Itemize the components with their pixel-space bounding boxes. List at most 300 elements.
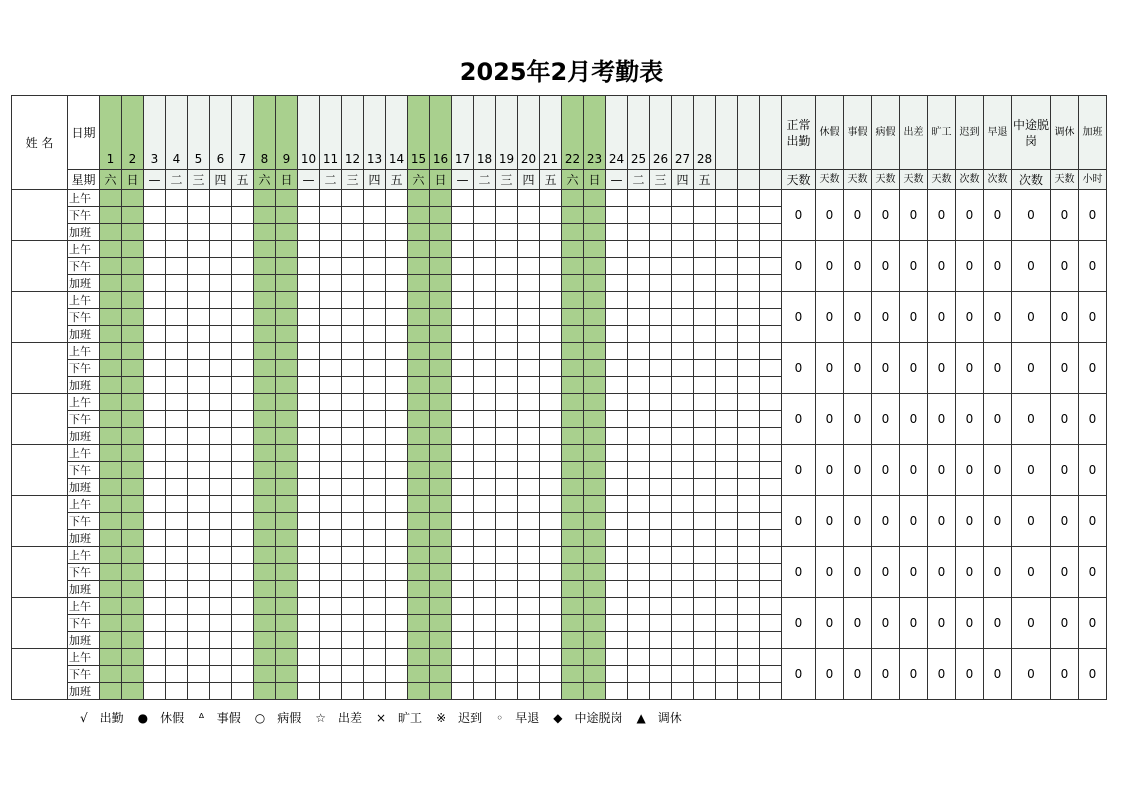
attendance-cell[interactable] [650,649,672,666]
attendance-cell[interactable] [188,309,210,326]
attendance-cell[interactable] [100,632,122,649]
attendance-cell[interactable] [474,241,496,258]
attendance-cell[interactable] [166,394,188,411]
attendance-cell[interactable] [100,207,122,224]
attendance-cell[interactable] [408,547,430,564]
attendance-cell[interactable] [430,581,452,598]
attendance-cell[interactable] [166,360,188,377]
attendance-cell[interactable] [342,462,364,479]
attendance-cell[interactable] [210,258,232,275]
attendance-cell[interactable] [650,343,672,360]
attendance-cell[interactable] [738,428,760,445]
attendance-cell[interactable] [452,445,474,462]
attendance-cell[interactable] [738,462,760,479]
attendance-cell[interactable] [628,479,650,496]
attendance-cell[interactable] [738,190,760,207]
attendance-cell[interactable] [144,343,166,360]
attendance-cell[interactable] [562,547,584,564]
attendance-cell[interactable] [716,360,738,377]
attendance-cell[interactable] [430,207,452,224]
attendance-cell[interactable] [694,394,716,411]
attendance-cell[interactable] [122,462,144,479]
attendance-cell[interactable] [298,649,320,666]
attendance-cell[interactable] [276,513,298,530]
attendance-cell[interactable] [518,343,540,360]
attendance-cell[interactable] [144,513,166,530]
attendance-cell[interactable] [584,581,606,598]
attendance-cell[interactable] [166,207,188,224]
attendance-cell[interactable] [232,666,254,683]
attendance-cell[interactable] [144,224,166,241]
attendance-cell[interactable] [562,292,584,309]
attendance-cell[interactable] [144,411,166,428]
attendance-cell[interactable] [452,666,474,683]
attendance-cell[interactable] [408,581,430,598]
attendance-cell[interactable] [540,615,562,632]
attendance-cell[interactable] [386,564,408,581]
attendance-cell[interactable] [562,496,584,513]
attendance-cell[interactable] [452,377,474,394]
attendance-cell[interactable] [540,598,562,615]
attendance-cell[interactable] [320,496,342,513]
attendance-cell[interactable] [650,462,672,479]
attendance-cell[interactable] [562,445,584,462]
attendance-cell[interactable] [386,462,408,479]
attendance-cell[interactable] [210,666,232,683]
attendance-cell[interactable] [100,428,122,445]
attendance-cell[interactable] [628,445,650,462]
attendance-cell[interactable] [606,224,628,241]
attendance-cell[interactable] [496,411,518,428]
attendance-cell[interactable] [122,377,144,394]
attendance-cell[interactable] [540,411,562,428]
attendance-cell[interactable] [210,377,232,394]
attendance-cell[interactable] [188,258,210,275]
attendance-cell[interactable] [606,581,628,598]
attendance-cell[interactable] [496,360,518,377]
attendance-cell[interactable] [408,428,430,445]
attendance-cell[interactable] [672,377,694,394]
attendance-cell[interactable] [276,377,298,394]
attendance-cell[interactable] [254,292,276,309]
attendance-cell[interactable] [298,394,320,411]
attendance-cell[interactable] [628,241,650,258]
attendance-cell[interactable] [386,275,408,292]
attendance-cell[interactable] [716,649,738,666]
attendance-cell[interactable] [364,496,386,513]
attendance-cell[interactable] [518,496,540,513]
attendance-cell[interactable] [166,462,188,479]
attendance-cell[interactable] [122,190,144,207]
attendance-cell[interactable] [628,564,650,581]
attendance-cell[interactable] [386,513,408,530]
attendance-cell[interactable] [386,207,408,224]
attendance-cell[interactable] [166,581,188,598]
attendance-cell[interactable] [628,292,650,309]
attendance-cell[interactable] [716,547,738,564]
attendance-cell[interactable] [562,428,584,445]
attendance-cell[interactable] [540,513,562,530]
attendance-cell[interactable] [342,598,364,615]
attendance-cell[interactable] [452,224,474,241]
attendance-cell[interactable] [628,547,650,564]
attendance-cell[interactable] [562,462,584,479]
attendance-cell[interactable] [694,581,716,598]
attendance-cell[interactable] [144,360,166,377]
attendance-cell[interactable] [254,309,276,326]
attendance-cell[interactable] [738,666,760,683]
attendance-cell[interactable] [452,343,474,360]
attendance-cell[interactable] [144,394,166,411]
attendance-cell[interactable] [672,326,694,343]
attendance-cell[interactable] [628,615,650,632]
attendance-cell[interactable] [342,377,364,394]
attendance-cell[interactable] [188,649,210,666]
attendance-cell[interactable] [254,496,276,513]
attendance-cell[interactable] [474,258,496,275]
attendance-cell[interactable] [518,683,540,700]
attendance-cell[interactable] [474,666,496,683]
attendance-cell[interactable] [584,547,606,564]
attendance-cell[interactable] [386,258,408,275]
attendance-cell[interactable] [650,292,672,309]
attendance-cell[interactable] [760,377,782,394]
attendance-cell[interactable] [496,224,518,241]
attendance-cell[interactable] [100,377,122,394]
attendance-cell[interactable] [166,683,188,700]
attendance-cell[interactable] [672,479,694,496]
attendance-cell[interactable] [760,275,782,292]
attendance-cell[interactable] [408,190,430,207]
attendance-cell[interactable] [606,292,628,309]
attendance-cell[interactable] [474,632,496,649]
attendance-cell[interactable] [210,411,232,428]
attendance-cell[interactable] [408,207,430,224]
attendance-cell[interactable] [562,360,584,377]
attendance-cell[interactable] [738,360,760,377]
attendance-cell[interactable] [408,496,430,513]
attendance-cell[interactable] [122,530,144,547]
attendance-cell[interactable] [584,462,606,479]
attendance-cell[interactable] [408,326,430,343]
attendance-cell[interactable] [672,411,694,428]
attendance-cell[interactable] [320,241,342,258]
attendance-cell[interactable] [320,564,342,581]
attendance-cell[interactable] [606,666,628,683]
attendance-cell[interactable] [276,564,298,581]
attendance-cell[interactable] [386,683,408,700]
attendance-cell[interactable] [694,326,716,343]
attendance-cell[interactable] [474,530,496,547]
attendance-cell[interactable] [760,411,782,428]
attendance-cell[interactable] [166,547,188,564]
attendance-cell[interactable] [144,530,166,547]
attendance-cell[interactable] [452,632,474,649]
attendance-cell[interactable] [474,479,496,496]
attendance-cell[interactable] [628,581,650,598]
attendance-cell[interactable] [694,428,716,445]
attendance-cell[interactable] [474,377,496,394]
attendance-cell[interactable] [166,292,188,309]
attendance-cell[interactable] [474,309,496,326]
attendance-cell[interactable] [320,309,342,326]
attendance-cell[interactable] [650,479,672,496]
attendance-cell[interactable] [254,564,276,581]
attendance-cell[interactable] [298,564,320,581]
attendance-cell[interactable] [320,479,342,496]
attendance-cell[interactable] [540,462,562,479]
attendance-cell[interactable] [474,649,496,666]
attendance-cell[interactable] [276,343,298,360]
attendance-cell[interactable] [628,224,650,241]
attendance-cell[interactable] [430,598,452,615]
attendance-cell[interactable] [122,241,144,258]
attendance-cell[interactable] [628,496,650,513]
attendance-cell[interactable] [760,462,782,479]
attendance-cell[interactable] [430,564,452,581]
attendance-cell[interactable] [474,564,496,581]
attendance-cell[interactable] [408,343,430,360]
attendance-cell[interactable] [518,241,540,258]
attendance-cell[interactable] [584,428,606,445]
attendance-cell[interactable] [188,564,210,581]
attendance-cell[interactable] [100,649,122,666]
attendance-cell[interactable] [364,598,386,615]
attendance-cell[interactable] [496,207,518,224]
attendance-cell[interactable] [540,581,562,598]
attendance-cell[interactable] [540,292,562,309]
attendance-cell[interactable] [584,615,606,632]
attendance-cell[interactable] [584,598,606,615]
attendance-cell[interactable] [650,547,672,564]
attendance-cell[interactable] [342,530,364,547]
attendance-cell[interactable] [100,343,122,360]
attendance-cell[interactable] [496,581,518,598]
attendance-cell[interactable] [100,615,122,632]
attendance-cell[interactable] [738,564,760,581]
attendance-cell[interactable] [210,394,232,411]
attendance-cell[interactable] [166,632,188,649]
attendance-cell[interactable] [738,632,760,649]
attendance-cell[interactable] [122,615,144,632]
attendance-cell[interactable] [694,292,716,309]
attendance-cell[interactable] [650,326,672,343]
attendance-cell[interactable] [232,411,254,428]
attendance-cell[interactable] [584,275,606,292]
attendance-cell[interactable] [232,190,254,207]
attendance-cell[interactable] [430,275,452,292]
attendance-cell[interactable] [430,666,452,683]
attendance-cell[interactable] [364,190,386,207]
attendance-cell[interactable] [188,632,210,649]
attendance-cell[interactable] [496,292,518,309]
attendance-cell[interactable] [694,309,716,326]
attendance-cell[interactable] [254,394,276,411]
attendance-cell[interactable] [650,598,672,615]
attendance-cell[interactable] [144,462,166,479]
attendance-cell[interactable] [276,224,298,241]
attendance-cell[interactable] [540,207,562,224]
attendance-cell[interactable] [298,530,320,547]
attendance-cell[interactable] [540,275,562,292]
attendance-cell[interactable] [320,343,342,360]
attendance-cell[interactable] [188,326,210,343]
attendance-cell[interactable] [298,224,320,241]
attendance-cell[interactable] [386,547,408,564]
attendance-cell[interactable] [188,496,210,513]
attendance-cell[interactable] [276,581,298,598]
attendance-cell[interactable] [122,547,144,564]
attendance-cell[interactable] [144,632,166,649]
attendance-cell[interactable] [694,649,716,666]
attendance-cell[interactable] [760,309,782,326]
attendance-cell[interactable] [100,683,122,700]
attendance-cell[interactable] [364,683,386,700]
attendance-cell[interactable] [562,377,584,394]
attendance-cell[interactable] [738,649,760,666]
attendance-cell[interactable] [298,445,320,462]
attendance-cell[interactable] [122,564,144,581]
attendance-cell[interactable] [144,496,166,513]
attendance-cell[interactable] [562,581,584,598]
attendance-cell[interactable] [584,190,606,207]
attendance-cell[interactable] [144,292,166,309]
attendance-cell[interactable] [430,343,452,360]
attendance-cell[interactable] [408,445,430,462]
attendance-cell[interactable] [342,292,364,309]
attendance-cell[interactable] [100,309,122,326]
attendance-cell[interactable] [628,377,650,394]
attendance-cell[interactable] [210,428,232,445]
attendance-cell[interactable] [584,479,606,496]
attendance-cell[interactable] [760,428,782,445]
attendance-cell[interactable] [122,309,144,326]
attendance-cell[interactable] [408,649,430,666]
attendance-cell[interactable] [716,530,738,547]
attendance-cell[interactable] [144,275,166,292]
attendance-cell[interactable] [298,632,320,649]
attendance-cell[interactable] [166,649,188,666]
attendance-cell[interactable] [342,360,364,377]
attendance-cell[interactable] [210,343,232,360]
attendance-cell[interactable] [254,326,276,343]
attendance-cell[interactable] [562,275,584,292]
attendance-cell[interactable] [694,462,716,479]
attendance-cell[interactable] [474,360,496,377]
attendance-cell[interactable] [100,258,122,275]
attendance-cell[interactable] [210,326,232,343]
attendance-cell[interactable] [650,513,672,530]
attendance-cell[interactable] [738,445,760,462]
attendance-cell[interactable] [694,445,716,462]
attendance-cell[interactable] [144,479,166,496]
attendance-cell[interactable] [760,564,782,581]
attendance-cell[interactable] [386,190,408,207]
attendance-cell[interactable] [430,258,452,275]
attendance-cell[interactable] [232,292,254,309]
attendance-cell[interactable] [474,275,496,292]
attendance-cell[interactable] [738,343,760,360]
attendance-cell[interactable] [584,445,606,462]
attendance-cell[interactable] [606,445,628,462]
attendance-cell[interactable] [320,666,342,683]
attendance-cell[interactable] [738,683,760,700]
attendance-cell[interactable] [760,649,782,666]
attendance-cell[interactable] [364,326,386,343]
attendance-cell[interactable] [562,190,584,207]
attendance-cell[interactable] [364,615,386,632]
attendance-cell[interactable] [408,615,430,632]
attendance-cell[interactable] [628,343,650,360]
attendance-cell[interactable] [562,394,584,411]
attendance-cell[interactable] [122,411,144,428]
attendance-cell[interactable] [408,479,430,496]
attendance-cell[interactable] [628,190,650,207]
attendance-cell[interactable] [694,241,716,258]
attendance-cell[interactable] [738,411,760,428]
attendance-cell[interactable] [760,666,782,683]
attendance-cell[interactable] [672,632,694,649]
attendance-cell[interactable] [386,632,408,649]
attendance-cell[interactable] [496,326,518,343]
attendance-cell[interactable] [518,564,540,581]
attendance-cell[interactable] [518,411,540,428]
attendance-cell[interactable] [364,666,386,683]
attendance-cell[interactable] [166,411,188,428]
attendance-cell[interactable] [760,632,782,649]
attendance-cell[interactable] [672,241,694,258]
attendance-cell[interactable] [320,615,342,632]
attendance-cell[interactable] [496,343,518,360]
attendance-cell[interactable] [320,360,342,377]
attendance-cell[interactable] [716,224,738,241]
attendance-cell[interactable] [760,207,782,224]
attendance-cell[interactable] [144,377,166,394]
attendance-cell[interactable] [452,683,474,700]
attendance-cell[interactable] [100,666,122,683]
attendance-cell[interactable] [166,513,188,530]
attendance-cell[interactable] [122,632,144,649]
attendance-cell[interactable] [518,360,540,377]
attendance-cell[interactable] [166,343,188,360]
attendance-cell[interactable] [210,207,232,224]
attendance-cell[interactable] [518,632,540,649]
attendance-cell[interactable] [430,309,452,326]
attendance-cell[interactable] [584,309,606,326]
attendance-cell[interactable] [672,275,694,292]
attendance-cell[interactable] [584,411,606,428]
attendance-cell[interactable] [628,513,650,530]
attendance-cell[interactable] [342,445,364,462]
attendance-cell[interactable] [188,207,210,224]
employee-name-cell[interactable] [12,445,68,496]
attendance-cell[interactable] [166,224,188,241]
attendance-cell[interactable] [166,241,188,258]
attendance-cell[interactable] [122,292,144,309]
attendance-cell[interactable] [452,615,474,632]
attendance-cell[interactable] [474,581,496,598]
attendance-cell[interactable] [210,598,232,615]
attendance-cell[interactable] [166,564,188,581]
attendance-cell[interactable] [496,615,518,632]
attendance-cell[interactable] [672,666,694,683]
attendance-cell[interactable] [760,292,782,309]
attendance-cell[interactable] [672,207,694,224]
attendance-cell[interactable] [254,581,276,598]
attendance-cell[interactable] [342,615,364,632]
attendance-cell[interactable] [320,207,342,224]
attendance-cell[interactable] [254,530,276,547]
